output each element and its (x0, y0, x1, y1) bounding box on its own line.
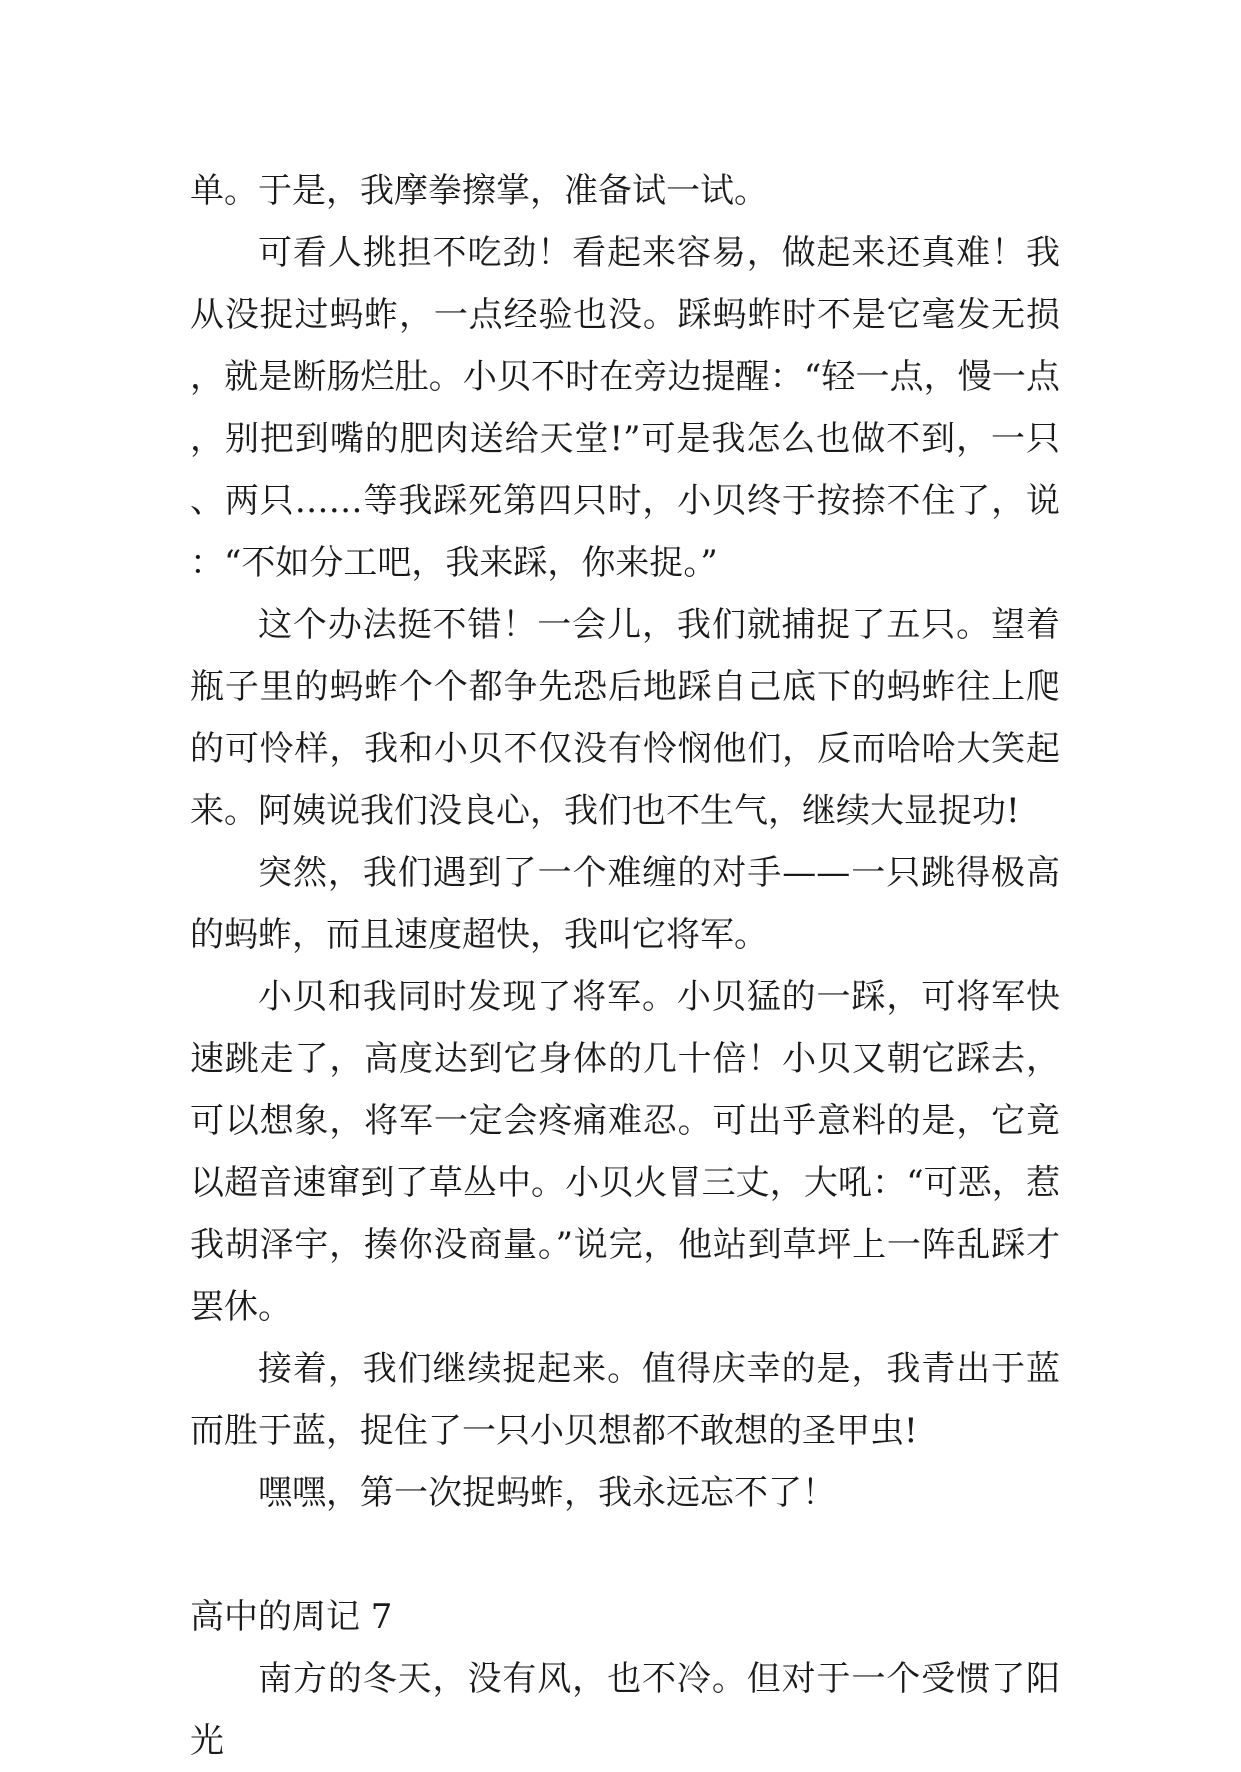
section-title: 高中的周记 7 (190, 1597, 393, 1637)
paragraph: 南方的冬天，没有风，也不冷。但对于一个受惯了阳光 (190, 1659, 1060, 1761)
paragraph: 嘿嘿，第一次捉蚂蚱，我永远忘不了！ (258, 1473, 836, 1513)
paragraph: 可看人挑担不吃劲！看起来容易，做起来还真难！我从没捉过蚂蚱，一点经验也没。踩蚂蚱时不是它毫发无损，就是断肠烂肚。小贝不时在旁边提醒：“轻一点，慢一点，别把到嘴的肥肉送给天堂!”可是我怎么也做不到，一只、两只……等我踩死第四只时，小贝终于按捺不住了，说：“不如分工吧，我来踩，你来捉。” (190, 233, 1060, 583)
paragraph: 小贝和我同时发现了将军。小贝猛的一踩，可将军快速跳走了，高度达到它身体的几十倍！小贝又朝它踩去，可以想象，将军一定会疼痛难忍。可出乎意料的是，它竟以超音速窜到了草丛中。小贝火冒三丈，大吼：“可恶，惹我胡泽宇，揍你没商量。”说完，他站到草坪上一阵乱踩才罢休。 (190, 977, 1060, 1327)
paragraph: 这个办法挺不错！一会儿，我们就捕捉了五只。望着瓶子里的蚂蚱个个都争先恐后地踩自己底下的蚂蚱往上爬的可怜样，我和小贝不仅没有怜悯他们，反而哈哈大笑起来。阿姨说我们没良心，我们也不生气，继续大显捉功! (190, 605, 1060, 831)
paragraph: 突然，我们遇到了一个难缠的对手——一只跳得极高的蚂蚱，而且速度超快，我叫它将军。 (190, 853, 1060, 955)
paragraph-continuation: 单。于是，我摩拳擦掌，准备试一试。 (190, 171, 768, 211)
paragraph: 接着，我们继续捉起来。值得庆幸的是，我青出于蓝而胜于蓝，捉住了一只小贝想都不敢想的圣甲虫! (190, 1349, 1060, 1451)
document-body (190, 160, 1060, 1772)
